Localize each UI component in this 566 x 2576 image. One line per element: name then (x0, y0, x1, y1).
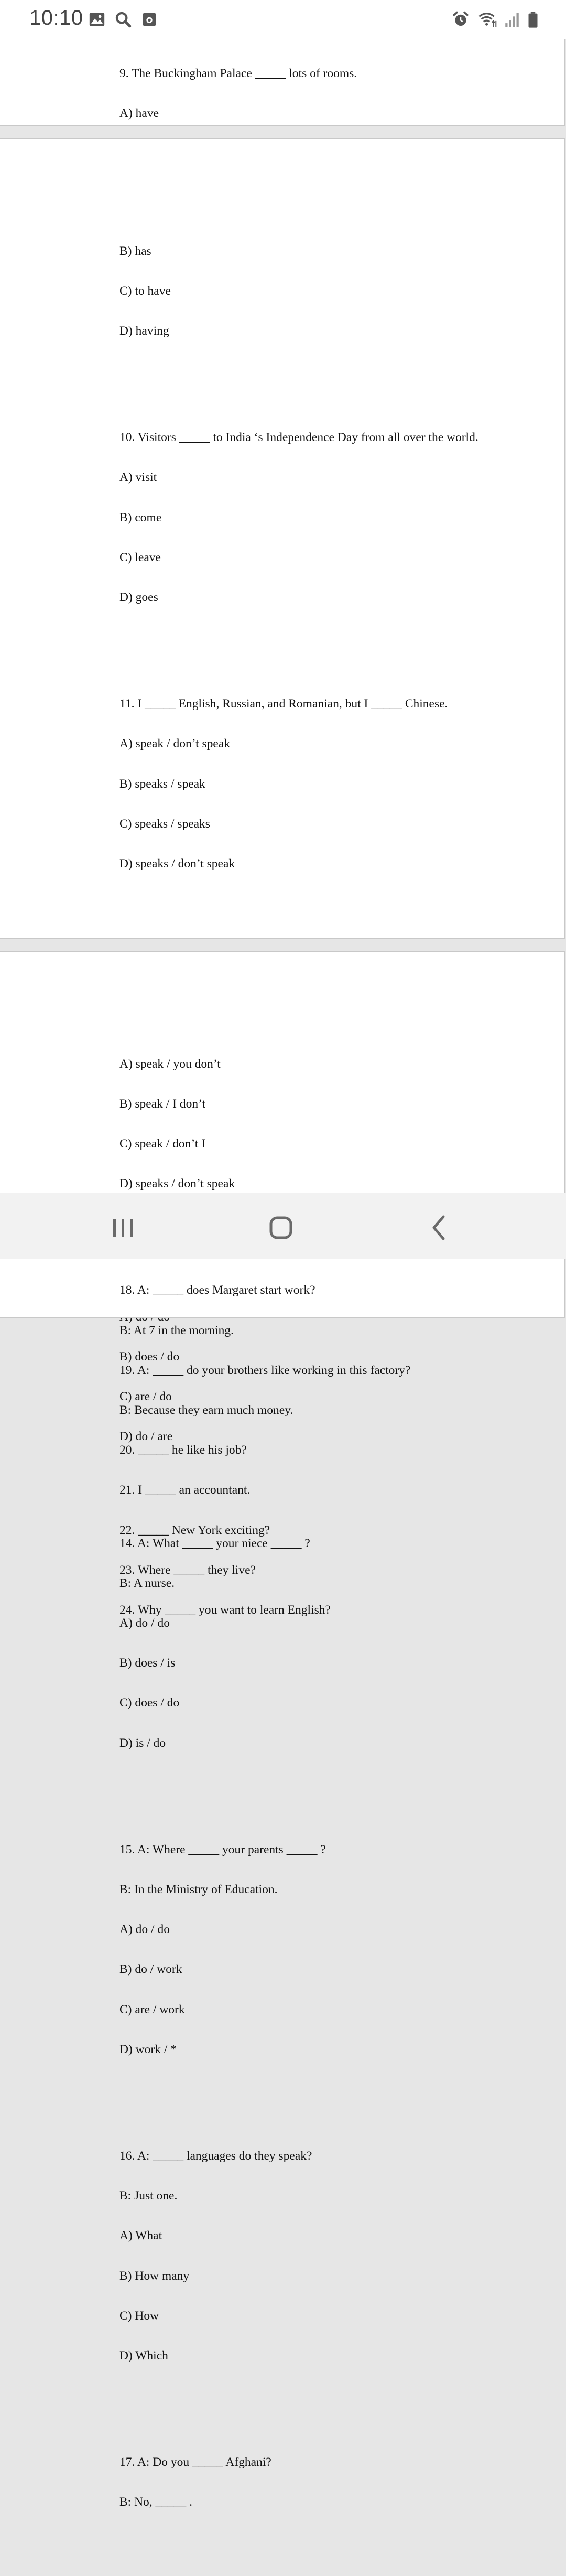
home-icon (260, 1209, 302, 1246)
page-1-text (119, 40, 357, 147)
answer-option: B) does / is (119, 1656, 176, 1670)
back-icon (418, 1209, 460, 1246)
recent-apps-icon (102, 1209, 144, 1246)
question-group (119, 671, 478, 897)
answer-option: B) How many (119, 2269, 190, 2283)
wifi-icon (477, 10, 498, 28)
status-bar (0, 0, 566, 39)
answer-option: B) speaks / speak (119, 777, 205, 791)
answer-option: C) are / do (119, 1390, 172, 1404)
answer-line: B: Because they earn much money. (119, 1403, 293, 1418)
answer-option: B) does / do (119, 1349, 180, 1364)
answer-option: A) do / do (119, 1923, 170, 1937)
answer-option: B) has (119, 244, 151, 258)
document-viewer[interactable] (0, 39, 566, 2509)
answer-option: D) having (119, 324, 169, 338)
answer-option: D) speaks / don’t speak (119, 1177, 235, 1191)
question-line: 11. I _____ English, Russian, and Romanian, but I _____ Chinese. (119, 697, 448, 711)
search-icon (114, 10, 132, 28)
answer-option: C) speak / don’t I (119, 1137, 206, 1151)
question-line: 22. _____ New York exciting? (119, 1523, 270, 1537)
question-line: 16. A: _____ languages do they speak? (119, 2149, 312, 2163)
question-group (119, 1258, 410, 1644)
answer-option: A) speak / you don’t (119, 1057, 221, 1071)
back-button[interactable] (418, 1209, 460, 1246)
answer-option: C) to have (119, 284, 171, 298)
answer-option: D) work / * (119, 2042, 177, 2056)
battery-icon (524, 10, 542, 28)
answer-option: D) Which (119, 2349, 168, 2363)
question-line: 24. Why _____ you want to learn English? (119, 1603, 331, 1617)
question-line: 19. A: _____ do your brothers like working in this factory? (119, 1363, 411, 1377)
question-line: 20. _____ he like his job? (119, 1443, 247, 1457)
answer-option: D) speaks / don’t speak (119, 857, 235, 871)
answer-option: D) do / are (119, 1430, 173, 1444)
page-3-text (119, 1004, 410, 1683)
recent-apps-button[interactable] (102, 1209, 144, 1246)
answer-line: B: Just one. (119, 2189, 178, 2203)
screen-record-icon (140, 10, 158, 28)
question-group (119, 1031, 410, 1218)
question-group (119, 404, 478, 631)
answer-line: B: In the Ministry of Education. (119, 1883, 278, 1897)
question-group (119, 218, 478, 364)
question-line: 14. A: What _____ your niece _____ ? (119, 1536, 310, 1550)
question-line: 23. Where _____ they live? (119, 1563, 256, 1577)
answer-line: B: A nurse. (119, 1576, 175, 1590)
question-line: 21. I _____ an accountant. (119, 1483, 251, 1497)
answer-option: C) leave (119, 550, 161, 564)
question-line: 18. A: _____ does Margaret start work? (119, 1283, 315, 1297)
status-time: 10:10 (29, 6, 83, 29)
answer-option: A) speak / don’t speak (119, 737, 231, 751)
question-group (119, 2429, 478, 2536)
answer-option: A) do / do (119, 1616, 170, 1630)
answer-option: B) speak / I don’t (119, 1097, 206, 1111)
answer-option: B) come (119, 510, 162, 524)
home-button[interactable] (260, 1209, 302, 1246)
answer-line: B: No, _____ . (119, 2495, 193, 2509)
answer-option: B) do / work (119, 1962, 182, 1977)
image-icon (88, 10, 106, 28)
navigation-bar (0, 1193, 566, 1259)
answer-option: A) have (119, 106, 159, 121)
question-group (119, 1817, 478, 2083)
answer-option: A) What (119, 2229, 162, 2243)
answer-line: B: At 7 in the morning. (119, 1323, 234, 1337)
answer-option: C) speaks / speaks (119, 817, 210, 831)
answer-option: A) visit (119, 470, 157, 485)
question-line: 9. The Buckingham Palace _____ lots of rooms. (119, 66, 357, 80)
answer-option: C) How (119, 2309, 159, 2323)
answer-option: C) does / do (119, 1696, 180, 1710)
question-line: 10. Visitors _____ to India ‘s Independence Day from all over the world. (119, 431, 478, 445)
answer-option: D) goes (119, 591, 158, 605)
signal-icon (503, 10, 521, 28)
question-group (119, 2123, 478, 2389)
question-line: 17. A: Do you _____ Afghani? (119, 2455, 271, 2470)
answer-option: D) is / do (119, 1736, 166, 1750)
question-line: 15. A: Where _____ your parents _____ ? (119, 1842, 326, 1856)
answer-option: C) are / work (119, 2002, 185, 2016)
alarm-icon (452, 10, 470, 28)
